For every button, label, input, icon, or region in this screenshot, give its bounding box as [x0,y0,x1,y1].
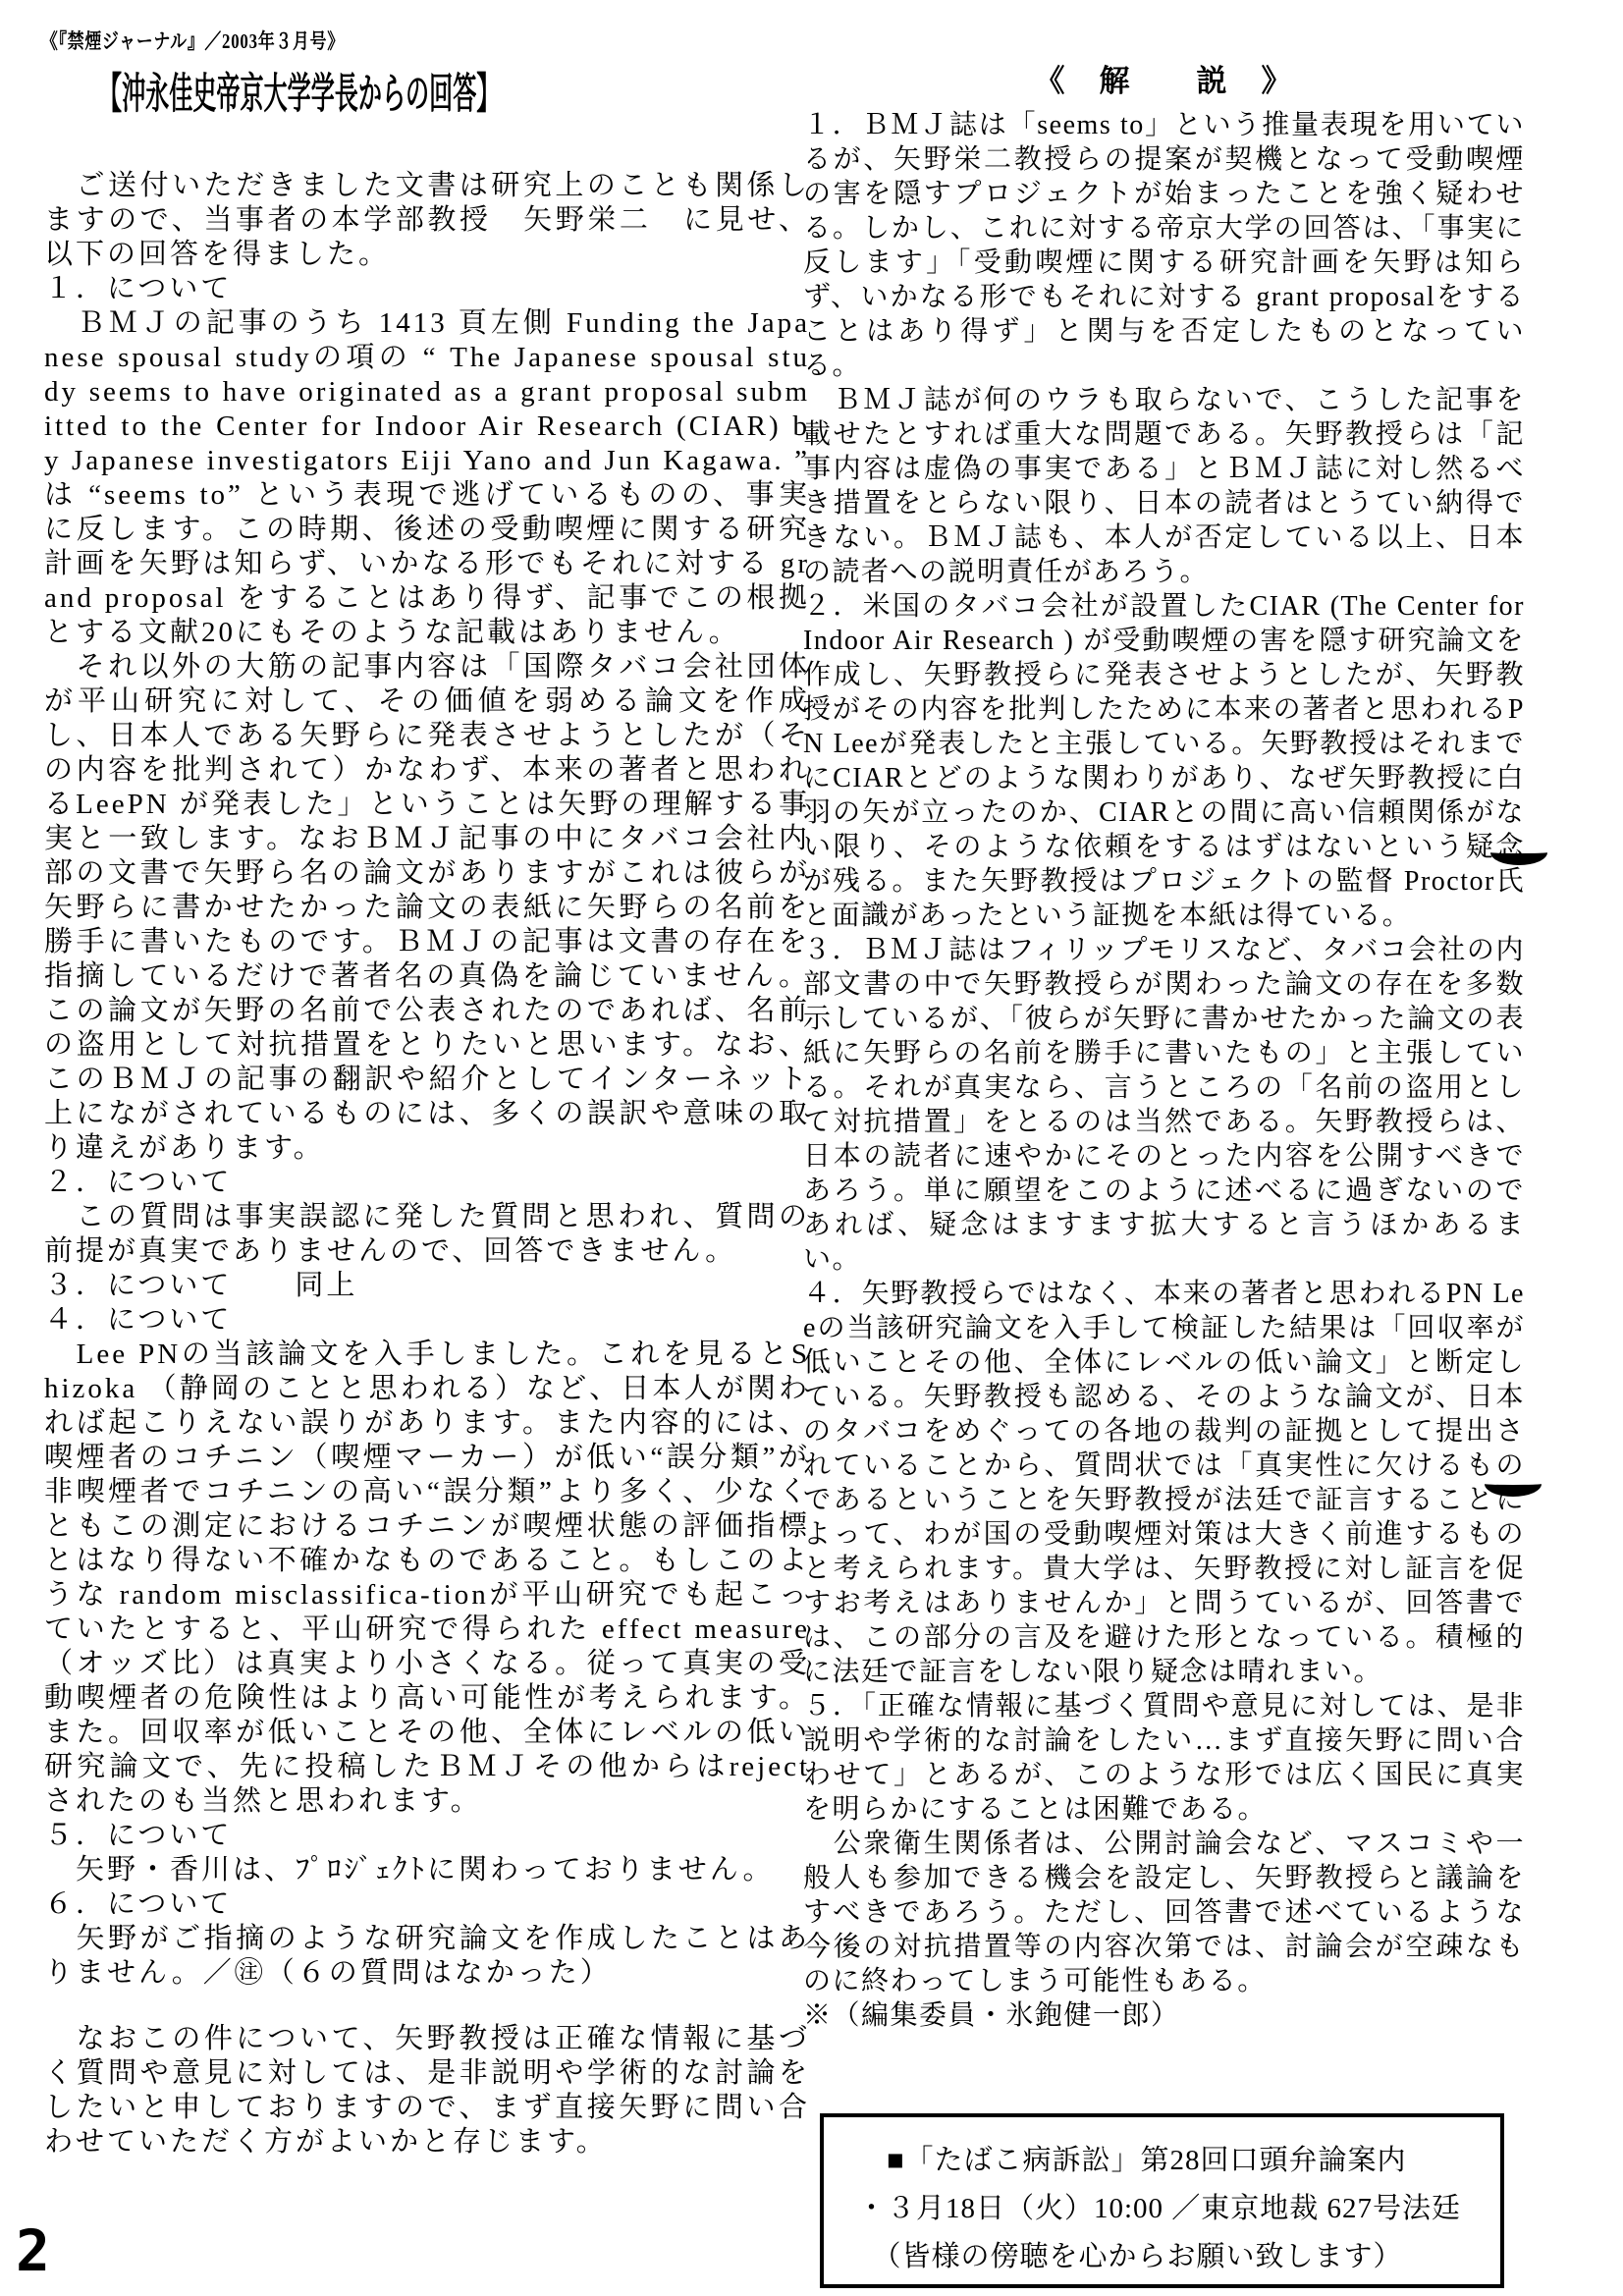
commentary-point-5: ５．「正確な情報に基づく質問や意見に対しては、是非説明や学術的な討論をしたい…まず直接矢野に問い合わせて」とあるが、このような形では広く国民に真実を明らかにすることは困難である。 [803,1691,1525,1825]
editor-credit: ※（編集委員・氷鉋健一郎） [803,2000,1180,2031]
commentary-point-2: ２．米国のタバコ会社が設置したCIAR (The Center for Indoor Air Research ) が受動喫煙の害を隠す研究論文を作成し、矢野教授らに発表させようとしたが、矢野教授がその内容を批判したために本来の著者と思われるPN Leeが発表したと主張している。矢野教授はそれまでにCIARとどのような関わりがあり、なぜ矢野教授に白羽の矢が立ったのか、CIARとの間に高い信頼関係がない限り、そのような依頼をするはずはないという疑念が残る。また矢野教授はプロジェクトの監督 Proctor氏と面識があったという証拠を本紙は得ている。 [803,591,1525,931]
paragraph-q3: ３．について 同上 [44,1270,358,1301]
paragraph-closing: なおこの件について、矢野教授は正確な情報に基づく質問や意見に対しては、是非説明や学術的な討論をしたいと申しておりますので、まず直接矢野に問い合わせていただく方がよいかと存じます。 [44,2023,810,2158]
paragraph-q2-label: ２．について [44,1167,233,1198]
paragraph-q5-answer: 矢野・香川は、ﾌﾟﾛｼﾞｪｸﾄに関わっておりません。 [44,1854,775,1886]
commentary-conclusion: 公衆衛生関係者は、公開討論会など、マスコミや一般人も参加できる機会を設定し、矢野教授らと議論をすべきであろう。ただし、回答書で述べているような今後の対抗措置等の内容次第では、討論会が空疎なものに終わってしまう可能性もある。 [803,1829,1525,1996]
paragraph-q4-answer: Lee PNの当該論文を入手しました。これを見るとShizoka （静岡のことと思われる）など、日本人が関われば起こりえない誤りがあります。また内容的には、喫煙者のコチニン（喫煙マーカー）が低い“誤分類”が非喫煙者でコチニンの高い“誤分類”より多く、少なくともこの測定におけるコチニンが喫煙状態の評価指標とはなり得ない不確かなものであること。もしこのような random misclassifica-tionが平山研究でも起こっていたとすると、平山研究で得られた effect measure （オッズ比）は真実より小さくなる。従って真実の受動喫煙者の危険性はより高い可能性が考えられます。また。回収率が低いことその他、全体にレベルの低い研究論文で、先に投稿したＢＭＪその他からはrejectされたのも当然と思われます。 [44,1339,810,1817]
commentary-point-1: １．ＢＭＪ誌は「seems to」という推量表現を用いているが、矢野栄二教授らの提案が契機となって受動喫煙の害を隠すプロジェクトが始まったことを強く疑わせる。しかし、これに対する帝京大学の回答は、「事実に反します」「受動喫煙に関する研究計画を矢野は知らず、いかなる形でもそれに対する grant proposalをすることはあり得ず」と関与を否定したものとなっている。 [803,110,1525,381]
notice-request: （皆様の傍聴を心からお願い致します） [857,2241,1403,2272]
commentary-point-3: ３．ＢＭＪ誌はフィリップモリスなど、タバコ会社の内部文書の中で矢野教授らが関わった論文の存在を多数示しているが、「彼らが矢野に書かせたかった論文の表紙に矢野らの名前を勝手に書いたもの」と主張している。それが真実なら、言うところの「名前の盗用として対抗措置」をとるのは当然である。矢野教授らは、日本の読者に速やかにそのとった内容を公開すべきであろう。単に願望をこのように述べるに過ぎないのであれば、疑念はますます拡大すると言うほかあるまい。 [803,935,1525,1275]
commentary-point-1-cont: ＢＭＪ誌が何のウラも取らないで、こうした記事を載せたとすれば重大な問題である。矢野教授らは「記事内容は虚偽の事実である」とＢＭＪ誌に対し然るべき措置をとらない限り、日本の読者はとうてい納得できない。ＢＭＪ誌も、本人が否定している以上、日本の読者への説明責任があろう。 [803,385,1525,587]
article-title: 【沖永佳史帝京大学学長からの回答】 [98,72,501,118]
scan-artifact-crescent-icon [1485,1471,1542,1497]
paragraph-q4-label: ４．について [44,1304,233,1336]
paragraph-q1-label: １．について [44,273,233,304]
paragraph-q2-answer: この質問は事実誤認に発した質問と思われ、質問の前提が真実でありませんので、回答できません。 [44,1201,810,1267]
answer-column [44,169,810,2159]
paragraph-q5-label: ５．について [44,1820,233,1851]
notice-schedule: ・３月18日（火）10:00 ／東京地裁 627号法廷 [857,2193,1462,2224]
paragraph-intro: ご送付いただきました文書は研究上のことも関係しますので、当事者の本学部教授 矢野栄二 に見せ、以下の回答を得ました。 [44,170,810,270]
notice-title: ■「たばこ病訴訟」第28回口頭弁論案内 [857,2145,1407,2176]
commentary-point-4: ４．矢野教授らではなく、本来の著者と思われるPN Leeの当該研究論文を入手して検証した結果は「回収率が低いことその他、全体にレベルの低い論文」と断定している。矢野教授も認める、そのような論文が、日本のタバコをめぐっての各地の裁判の証拠として提出されていることから、質問状では「真実性に欠けるものであるということを矢野教授が法廷で証言することによって、わが国の受動喫煙対策は大きく前進するものと考えられます。貴大学は、矢野教授に対し証言を促すお考えはありませんか」と問うているが、回答書では、この部分の言及を避けた形となっている。積極的に法廷で証言をしない限り疑念は晴れまい。 [803,1279,1525,1687]
commentary-header: 《 解 説 》 [1034,64,1294,98]
paragraph-q1-answer: ＢＭＪの記事のうち 1413 頁左側 Funding the Japanese spousal studyの項の “ The Japanese spousal study seems to have originated as a grant proposal submitted to the Center for Indoor Air Research (CIAR) by Japanese investigators Eiji Yano and Jun Kagawa. ” は “seems to” という表現で逃げているものの、事実に反します。この時期、後述の受動喫煙に関する研究計画を矢野は知らず、いかなる形でもそれに対する grand proposal をすることはあり得ず、記事でこの根拠とする文献20にもそのような記載はありません。 [44,307,810,648]
lawsuit-notice-box [820,2113,1504,2288]
journal-issue-caption: 《『禁煙ジャーナル』／2003年３月号》 [41,29,345,53]
scan-artifact-crescent-icon [1490,840,1547,865]
paragraph-q6-answer: 矢野がご指摘のような研究論文を作成したことはありません。／㊟（６の質問はなかった） [44,1923,810,1989]
paragraph-q1-answer-cont: それ以外の大筋の記事内容は「国際タバコ会社団体が平山研究に対して、その価値を弱める論文を作成し、日本人である矢野らに発表させようとしたが（その内容を批判されて）かなわず、本来の著者と思われるLeePN が発表した」ということは矢野の理解する事実と一致します。なおＢＭＪ記事の中にタバコ会社内部の文書で矢野ら名の論文がありますがこれは彼らが矢野らに書かせたかった論文の表紙に矢野らの名前を勝手に書いたものです。ＢＭＪの記事は文書の存在を指摘しているだけで著者名の真偽を論じていません。この論文が矢野の名前で公表されたのであれば、名前の盗用として対抗措置をとりたいと思います。なお、このＢＭＪの記事の翻訳や紹介としてインターネット上にながされているものには、多くの誤訳や意味の取り違えがあります。 [44,651,810,1164]
page-number: 2 [16,2217,50,2284]
commentary-column [803,61,1525,2033]
paragraph-q6-label: ６．について [44,1888,233,1920]
